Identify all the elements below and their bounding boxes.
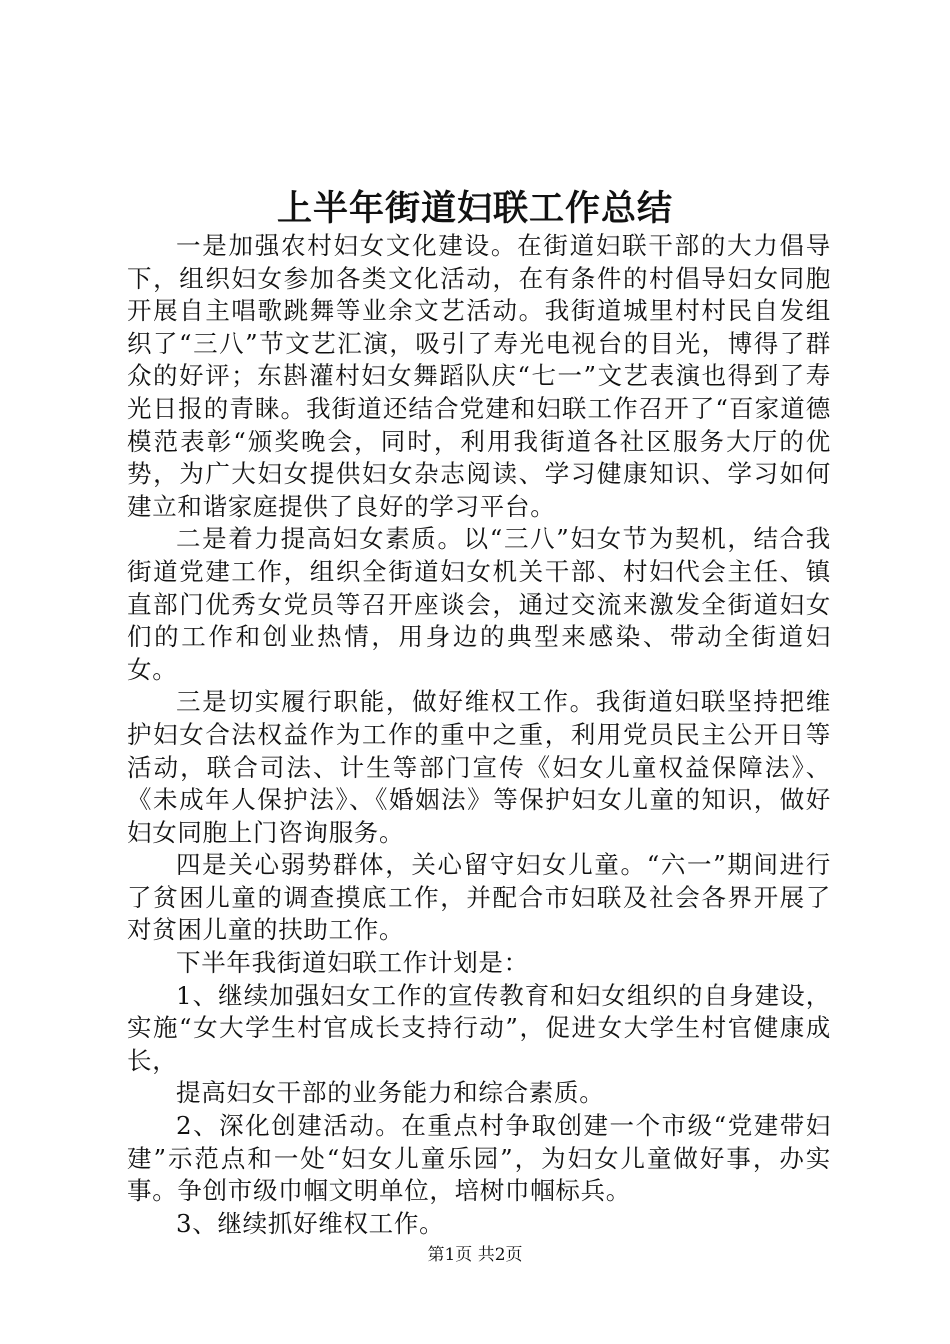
- paragraph-2: 二是着力提高妇女素质。以“三八”妇女节为契机，结合我街道党建工作，组织全街道妇女机关干部、村妇代会主任、镇直部门优秀女党员等召开座谈会，通过交流来激发全街道妇女们的工作和创业热情，用身边的典型来感染、带动全街道妇女。: [127, 524, 831, 684]
- paragraph-3: 三是切实履行职能，做好维权工作。我街道妇联坚持把维护妇女合法权益作为工作的重中之重，利用党员民主公开日等活动，联合司法、计生等部门宣传《妇女儿童权益保障法》、《未成年人保护法》、《婚姻法》等保护妇女儿童的知识，做好妇女同胞上门咨询服务。: [127, 687, 831, 847]
- paragraph-6: 1、继续加强妇女工作的宣传教育和妇女组织的自身建设，实施“女大学生村官成长支持行动”，促进女大学生村官健康成长，: [127, 980, 831, 1075]
- paragraph-9: 3、继续抓好维权工作。: [176, 1208, 445, 1238]
- paragraph-4: 四是关心弱势群体，关心留守妇女儿童。“六一”期间进行了贫困儿童的调查摸底工作，并配合市妇联及社会各界开展了对贫困儿童的扶助工作。: [127, 850, 831, 945]
- paragraph-7: 提高妇女干部的业务能力和综合素质。: [176, 1078, 605, 1108]
- document-body: [127, 230, 831, 1240]
- paragraph-1: 一是加强农村妇女文化建设。在街道妇联干部的大力倡导下，组织妇女参加各类文化活动，在有条件的村倡导妇女同胞开展自主唱歌跳舞等业余文艺活动。我街道城里村村民自发组织了“三八”节文艺汇演，吸引了寿光电视台的目光，博得了群众的好评；东斟灌村妇女舞蹈队庆“七一”文艺表演也得到了寿光日报的青睐。我街道还结合党建和妇联工作召开了“百家道德模范表彰“颁奖晚会，同时，利用我街道各社区服务大厅的优势，为广大妇女提供妇女杂志阅读、学习健康知识、学习如何建立和谐家庭提供了良好的学习平台。: [127, 231, 831, 521]
- paragraph-8: 2、深化创建活动。在重点村争取创建一个市级“党建带妇建”示范点和一处“妇女儿童乐园”，为妇女儿童做好事，办实事。争创市级巾帼文明单位，培树巾帼标兵。: [127, 1111, 831, 1206]
- document-title: 上半年街道妇联工作总结: [276, 188, 673, 229]
- page-footer: 第1页 共2页: [427, 1245, 523, 1265]
- paragraph-5: 下半年我街道妇联工作计划是：: [176, 948, 529, 978]
